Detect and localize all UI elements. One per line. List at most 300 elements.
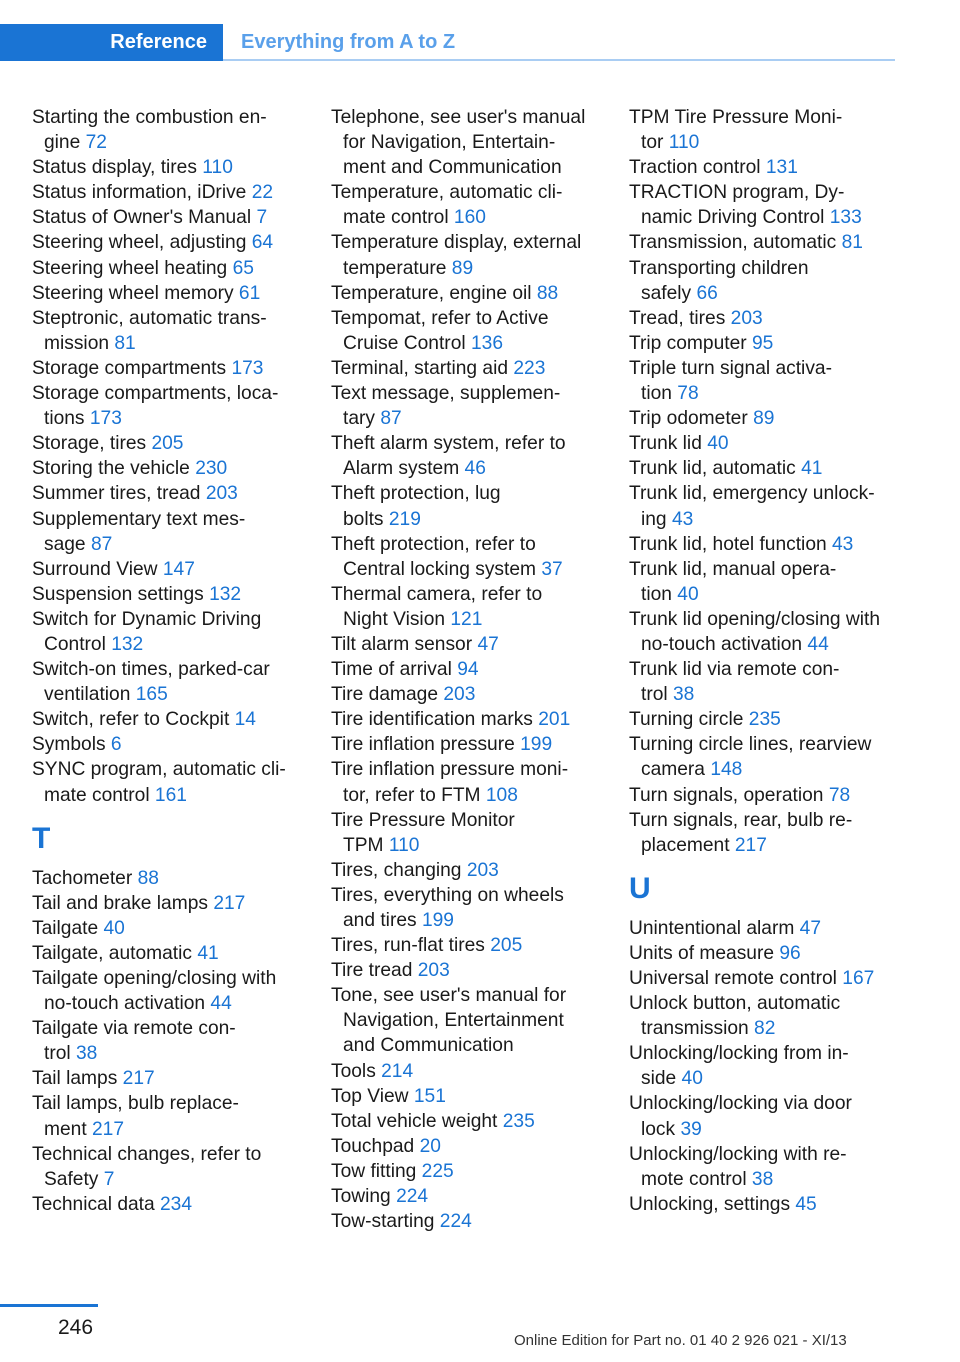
index-entry-text: Tow-starting [331, 1211, 435, 1233]
index-entry [629, 431, 904, 456]
index-entry [629, 306, 904, 331]
page-link[interactable]: 39 [680, 1118, 702, 1140]
index-entry-text: TPM [343, 834, 384, 856]
index-entry [32, 582, 307, 607]
index-entry-text: Status display, tires [32, 157, 197, 179]
page-link[interactable]: 173 [89, 408, 122, 430]
page-link[interactable]: 201 [538, 709, 571, 731]
chapter-title: Everything from A to Z [241, 31, 456, 53]
index-entry [331, 1084, 606, 1109]
index-entry-text: Text message, supplemen- [331, 383, 561, 405]
index-entry-text: Tire damage [331, 684, 439, 706]
page-link[interactable]: 7 [256, 207, 268, 229]
index-entry [32, 230, 307, 255]
index-entry-text: Tone, see user's manual for [331, 985, 567, 1007]
index-entry [629, 155, 904, 180]
index-entry [331, 883, 606, 933]
index-entry [331, 481, 606, 531]
page-link[interactable]: 46 [464, 458, 486, 480]
index-letter-heading: T [32, 821, 51, 855]
page-link[interactable]: 203 [205, 483, 238, 505]
page-header [0, 24, 895, 62]
index-entry-text: Cruise Control [343, 332, 466, 354]
index-entry-text: Trunk lid opening/closing with [629, 608, 880, 630]
index-entry-text: Tailgate, automatic [32, 942, 192, 964]
index-entry [331, 682, 606, 707]
index-entry-text: Status information, iDrive [32, 182, 247, 204]
index-entry-text: Trunk lid [629, 433, 702, 455]
index-entry-text: trol [44, 1043, 71, 1065]
page-link[interactable]: 173 [231, 357, 264, 379]
index-column-1 [32, 105, 307, 1217]
page-link[interactable]: 203 [417, 960, 450, 982]
index-entry-text: ment and Communication [343, 157, 562, 179]
page-link[interactable]: 22 [251, 182, 274, 204]
index-entry [331, 431, 606, 481]
page-link[interactable]: 88 [536, 282, 559, 304]
index-entry [32, 180, 307, 205]
index-entry-text: Theft protection, refer to [331, 533, 536, 555]
index-entry-text: Traction control [629, 157, 761, 179]
index-entry [331, 1059, 606, 1084]
index-entry [629, 230, 904, 255]
index-entry-text: Tailgate via remote con- [32, 1018, 236, 1040]
index-entry [331, 983, 606, 1058]
index-entry [331, 732, 606, 757]
index-entry-text: Unintentional alarm [629, 917, 795, 939]
index-entry [629, 456, 904, 481]
index-entry-text: Turn signals, rear, bulb re- [629, 809, 853, 831]
index-entry-text: and Communication [343, 1035, 514, 1057]
index-entry-text: Tail lamps, bulb replace- [32, 1093, 239, 1115]
index-entry-text: Theft alarm system, refer to [331, 433, 566, 455]
index-entry [32, 757, 307, 807]
index-entry-text: Transporting children [629, 257, 809, 279]
index-entry-text: Alarm system [343, 458, 460, 480]
index-entry [32, 481, 307, 506]
index-entry [331, 632, 606, 657]
index-entry-text: Technical data [32, 1193, 155, 1215]
page-link[interactable]: 165 [135, 684, 168, 706]
index-column-3 [629, 105, 904, 1217]
page-link[interactable]: 160 [453, 207, 486, 229]
index-entry [32, 1016, 307, 1066]
index-entry-text: Tires, run-flat tires [331, 935, 485, 957]
page-link[interactable]: 66 [696, 282, 718, 304]
index-entry-text: Tire Pressure Monitor [331, 809, 515, 831]
index-entry [331, 180, 606, 230]
index-entry-text: ing [641, 508, 667, 530]
page-link[interactable]: 44 [807, 633, 829, 655]
index-entry [331, 657, 606, 682]
index-entry [629, 1142, 904, 1192]
footer-rule [0, 1304, 98, 1307]
index-entry [32, 891, 307, 916]
index-entry-text: Terminal, starting aid [331, 357, 509, 379]
index-entry-text: Tires, changing [331, 859, 462, 881]
index-entry-text: no-touch activation [44, 993, 206, 1015]
index-entry [629, 557, 904, 607]
index-entry-text: mission [44, 332, 110, 354]
page-link[interactable]: 217 [734, 834, 767, 856]
index-entry-text: Night Vision [343, 608, 446, 630]
page-link[interactable]: 217 [122, 1068, 155, 1090]
index-entry-text: Unlocking/locking with re- [629, 1143, 847, 1165]
page-link[interactable]: 47 [477, 633, 499, 655]
index-entry-text: Suspension settings [32, 583, 204, 605]
page-link[interactable]: 230 [195, 458, 228, 480]
index-entry [32, 1192, 307, 1217]
index-entry-text: Tow fitting [331, 1160, 417, 1182]
index-entry [32, 557, 307, 582]
index-entry [32, 306, 307, 356]
page-link[interactable]: 235 [502, 1110, 535, 1132]
page-link[interactable]: 20 [419, 1135, 441, 1157]
page-link[interactable]: 234 [160, 1193, 193, 1215]
index-entry-text: Storage compartments [32, 357, 227, 379]
page-link[interactable]: 47 [799, 917, 822, 939]
page-link[interactable]: 217 [213, 892, 246, 914]
index-entry-text: Storing the vehicle [32, 458, 190, 480]
index-entry-text: bolts [343, 508, 384, 530]
page-link[interactable]: 94 [457, 659, 479, 681]
index-entry-text: side [641, 1068, 677, 1090]
index-entry-text: Unlock button, automatic [629, 993, 841, 1015]
page-link[interactable]: 110 [668, 132, 700, 154]
index-entry-text: tions [44, 408, 85, 430]
page-link[interactable]: 40 [681, 1068, 703, 1090]
index-entry [32, 657, 307, 707]
index-entry-text: mote control [641, 1168, 747, 1190]
index-entry-text: Unlocking/locking via door [629, 1093, 852, 1115]
index-entry [629, 1192, 904, 1217]
index-entry-text: TRACTION program, Dy- [629, 182, 845, 204]
page-link[interactable]: 41 [801, 458, 823, 480]
index-entry-text: Tail lamps [32, 1068, 118, 1090]
index-entry-text: mate control [44, 784, 150, 806]
page-link[interactable]: 219 [388, 508, 421, 530]
page-link[interactable]: 38 [673, 684, 695, 706]
index-entry-text: Tire tread [331, 960, 413, 982]
index-entry-text: ment [44, 1118, 87, 1140]
page-link[interactable]: 40 [677, 583, 699, 605]
index-entry [32, 607, 307, 657]
page-link[interactable]: 14 [234, 709, 256, 731]
page-link[interactable]: 147 [162, 558, 195, 580]
index-entry-text: TPM Tire Pressure Moni- [629, 107, 843, 128]
page-link[interactable]: 96 [779, 942, 801, 964]
index-entry-text: Temperature, automatic cli- [331, 182, 563, 204]
index-entry [32, 356, 307, 381]
index-entry [331, 381, 606, 431]
page-link[interactable]: 44 [210, 993, 232, 1015]
index-entry-text: Temperature display, external [331, 232, 582, 254]
page-link[interactable]: 88 [137, 867, 159, 889]
page-link[interactable]: 6 [110, 734, 122, 756]
page-link[interactable]: 89 [753, 408, 775, 430]
index-entry [32, 205, 307, 230]
header-rule [223, 59, 895, 61]
index-entry-text: Total vehicle weight [331, 1110, 498, 1132]
page-link[interactable]: 110 [388, 834, 420, 856]
index-entry-text: Thermal camera, refer to [331, 583, 543, 605]
page-link[interactable]: 132 [209, 583, 242, 605]
index-entry-text: Trunk lid via remote con- [629, 659, 840, 681]
index-entry-text: Trunk lid, automatic [629, 458, 796, 480]
index-entry-text: Temperature, engine oil [331, 282, 532, 304]
index-entry-text: Touchpad [331, 1135, 415, 1157]
index-entry [629, 1041, 904, 1091]
index-entry-text: Universal remote control [629, 968, 837, 989]
index-entry-text: sage [44, 533, 86, 555]
index-entry-text: Steptronic, automatic trans- [32, 307, 267, 329]
index-entry-text: ventilation [44, 684, 131, 706]
index-entry-text: Tire inflation pressure [331, 734, 515, 756]
index-entry-text: Tachometer [32, 867, 133, 889]
page-link[interactable]: 7 [103, 1168, 115, 1190]
index-entry [629, 966, 904, 991]
index-entry-text: Time of arrival [331, 659, 452, 681]
index-entry-text: Symbols [32, 734, 106, 756]
index-entry [331, 532, 606, 582]
page-link[interactable]: 89 [451, 257, 474, 279]
index-entry [629, 105, 904, 155]
index-entry [331, 1109, 606, 1134]
index-entry-text: Trunk lid, hotel function [629, 533, 827, 555]
page-link[interactable]: 148 [710, 759, 743, 781]
page-link[interactable]: 224 [396, 1186, 429, 1208]
index-entry [331, 707, 606, 732]
index-entry [32, 1091, 307, 1141]
index-entry [629, 808, 904, 858]
page-link[interactable]: 40 [103, 917, 125, 939]
page-link[interactable]: 136 [470, 332, 503, 354]
page-link[interactable]: 81 [114, 332, 136, 354]
index-entry-text: gine [44, 132, 81, 154]
index-entry-text: Triple turn signal activa- [629, 357, 832, 379]
index-entry [331, 1134, 606, 1159]
page-link[interactable]: 43 [832, 533, 854, 555]
index-entry-text: Steering wheel, adjusting [32, 232, 247, 254]
index-entry [331, 808, 606, 858]
page-link[interactable]: 87 [90, 533, 113, 555]
index-entry [629, 916, 904, 941]
page-link[interactable]: 203 [443, 684, 476, 706]
index-entry [331, 757, 606, 807]
page-link[interactable]: 205 [151, 433, 184, 455]
index-entry-text: Steering wheel heating [32, 257, 228, 279]
index-entry-text: tion [641, 383, 672, 405]
index-entry-text: Tilt alarm sensor [331, 633, 473, 655]
index-entry [629, 607, 904, 657]
page-link[interactable]: 131 [765, 157, 798, 179]
index-entry [629, 657, 904, 707]
page-link[interactable]: 61 [238, 282, 261, 304]
page-link[interactable]: 41 [197, 942, 219, 964]
page-link[interactable]: 45 [795, 1193, 817, 1215]
page-link[interactable]: 40 [707, 433, 729, 455]
index-entry [32, 966, 307, 1016]
page-link[interactable]: 37 [541, 558, 563, 580]
index-entry-text: Telephone, see user's manual [331, 107, 586, 128]
index-entry [629, 783, 904, 808]
index-entry [331, 1159, 606, 1184]
index-entry [331, 582, 606, 632]
index-entry [629, 256, 904, 306]
index-entry-text: Control [44, 633, 106, 655]
index-entry [629, 356, 904, 406]
index-entry [32, 866, 307, 891]
page-link[interactable]: 78 [828, 784, 851, 806]
index-entry-text: and tires [343, 910, 417, 931]
index-entry [32, 507, 307, 557]
index-entry [32, 456, 307, 481]
index-entry-text: Tools [331, 1060, 376, 1082]
index-entry [32, 256, 307, 281]
page-link[interactable]: 65 [232, 257, 254, 279]
index-entry-text: tor [641, 132, 664, 154]
index-entry-text: for Navigation, Entertain- [343, 132, 556, 154]
index-entry-text: Starting the combustion en- [32, 107, 267, 128]
index-entry [32, 431, 307, 456]
page-link[interactable]: 217 [92, 1118, 125, 1140]
index-entry [32, 1066, 307, 1091]
page-link[interactable]: 205 [490, 935, 523, 957]
page-link[interactable]: 235 [748, 709, 781, 731]
index-entry-text: lock [641, 1118, 676, 1140]
page-link[interactable]: 133 [829, 207, 862, 229]
index-entry [629, 991, 904, 1041]
index-entry [331, 858, 606, 883]
index-entry-text: SYNC program, automatic cli- [32, 759, 286, 781]
index-entry-text: Trip odometer [629, 408, 748, 430]
index-entry-text: transmission [641, 1018, 749, 1040]
index-entry-text: mate control [343, 207, 449, 229]
index-entry [331, 356, 606, 381]
index-entry-text: Turning circle lines, rearview [629, 734, 872, 756]
page-link[interactable]: 110 [202, 157, 233, 179]
index-entry-text: Theft protection, lug [331, 483, 501, 505]
index-entry [32, 1142, 307, 1192]
page-link[interactable]: 82 [754, 1018, 776, 1040]
page-link[interactable]: 43 [671, 508, 694, 530]
page-link[interactable]: 64 [251, 232, 274, 254]
index-entry-text: trol [641, 684, 668, 706]
index-entry-text: Tires, everything on wheels [331, 884, 564, 906]
index-entry [331, 1184, 606, 1209]
index-entry-text: Switch-on times, parked-car [32, 659, 270, 681]
page-link[interactable]: 95 [752, 332, 774, 354]
index-entry-text: Transmission, automatic [629, 232, 837, 254]
index-entry [331, 306, 606, 356]
index-entry [331, 281, 606, 306]
index-entry-text: Storage compartments, loca- [32, 383, 279, 405]
index-entry [331, 230, 606, 280]
index-entry [629, 406, 904, 431]
index-entry-text: Trunk lid, emergency unlock- [629, 483, 875, 505]
page-link[interactable]: 81 [841, 232, 863, 254]
page-link[interactable]: 224 [439, 1211, 472, 1233]
page-link[interactable]: 121 [450, 608, 483, 630]
index-entry-text: Turn signals, operation [629, 784, 824, 806]
index-entry-text: Storage, tires [32, 433, 147, 455]
index-entry-text: Central locking system [343, 558, 537, 580]
index-entry-text: Tempomat, refer to Active [331, 307, 549, 329]
index-entry-text: Surround View [32, 558, 158, 580]
index-entry [629, 481, 904, 531]
index-entry [331, 933, 606, 958]
index-entry-text: Supplementary text mes- [32, 508, 246, 530]
index-entry [629, 707, 904, 732]
index-column-2 [331, 105, 606, 1234]
index-entry-text: Switch, refer to Cockpit [32, 709, 230, 731]
page-link[interactable]: 38 [76, 1043, 98, 1065]
index-entry-text: Trip computer [629, 332, 747, 354]
index-entry-text: Towing [331, 1186, 391, 1208]
index-entry-text: Tailgate [32, 917, 99, 939]
index-entry-text: Safety [44, 1168, 99, 1190]
page-link[interactable]: 199 [421, 910, 454, 931]
index-entry-text: Steering wheel memory [32, 282, 234, 304]
index-entry-text: Technical changes, refer to [32, 1143, 262, 1165]
index-entry [32, 381, 307, 431]
index-entry-text: camera [641, 759, 705, 781]
page-link[interactable]: 151 [413, 1085, 446, 1107]
index-entry [629, 941, 904, 966]
page-link[interactable]: 203 [730, 307, 763, 329]
section-tab: Reference [0, 24, 223, 61]
index-entry-text: tor, refer to FTM [343, 784, 481, 806]
page-link[interactable]: 223 [513, 357, 546, 379]
index-entry-text: safely [641, 282, 692, 304]
index-entry-text: namic Driving Control [641, 207, 825, 229]
page-link[interactable]: 72 [85, 132, 107, 154]
page-link[interactable]: 87 [380, 408, 402, 430]
index-entry [32, 707, 307, 732]
index-entry [629, 180, 904, 230]
index-entry-text: Tread, tires [629, 307, 726, 329]
page-link[interactable]: 161 [154, 784, 187, 806]
index-entry-text: Tailgate opening/closing with [32, 968, 277, 989]
page-link[interactable]: 132 [111, 633, 144, 655]
page-link[interactable]: 38 [751, 1168, 774, 1190]
page-link[interactable]: 167 [842, 968, 875, 989]
index-entry-text: Status of Owner's Manual [32, 207, 252, 229]
index-entry-text: tary [343, 408, 375, 430]
page-link[interactable]: 203 [466, 859, 499, 881]
page-link[interactable]: 214 [381, 1060, 414, 1082]
index-entry [32, 105, 307, 155]
index-entry-text: no-touch activation [641, 633, 803, 655]
index-entry-text: Unlocking, settings [629, 1193, 791, 1215]
index-entry [32, 732, 307, 757]
index-entry [331, 958, 606, 983]
index-entry [32, 916, 307, 941]
index-entry-text: Tire inflation pressure moni- [331, 759, 569, 781]
page-link[interactable]: 108 [485, 784, 518, 806]
index-entry-text: tion [641, 583, 672, 605]
index-entry-text: Turning circle [629, 709, 744, 731]
index-entry [32, 941, 307, 966]
page-link[interactable]: 199 [520, 734, 553, 756]
index-entry-text: Trunk lid, manual opera- [629, 558, 837, 580]
page-link[interactable]: 225 [421, 1160, 454, 1182]
index-entry [629, 1091, 904, 1141]
page-link[interactable]: 78 [677, 383, 699, 405]
index-entry [629, 732, 904, 782]
index-entry-text: Top View [331, 1085, 409, 1107]
index-entry [331, 1209, 606, 1234]
